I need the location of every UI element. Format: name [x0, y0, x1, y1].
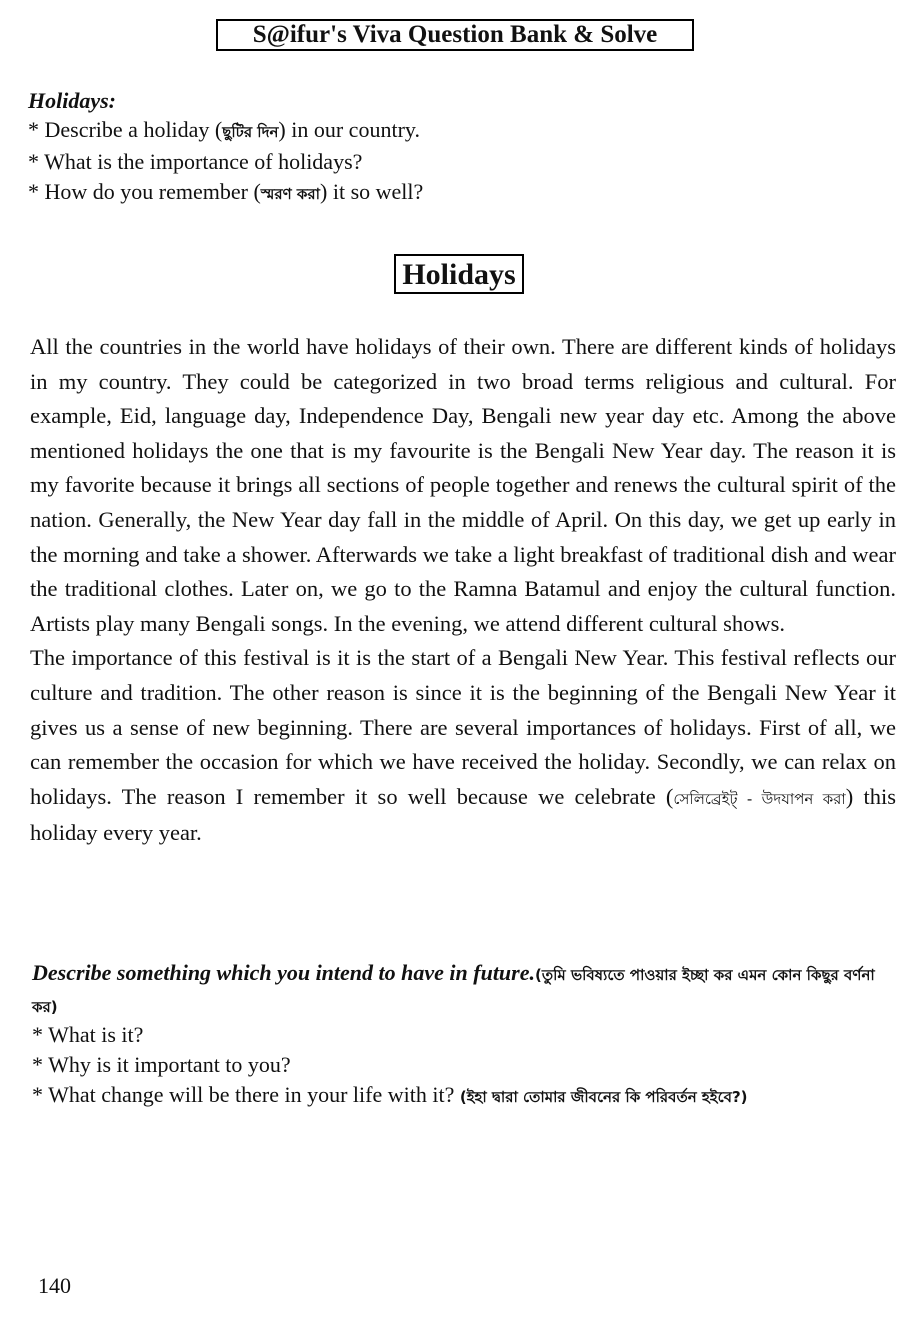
essay-paragraph: All the countries in the world have holidays of their own. There are different kinds of holidays in my country. They could be categorized in two broad terms religious and cultural. For example, Eid, language day, Independence Day, Bengali new year day etc. Among the above mentioned holidays the one that is my favourite is the Bengali New Year day. The reason it is my favorite because it brings all sections of people together and renews the cultural spirit of the nation. Generally, the New Year day fall in the middle of April. On this day, we get up early in the morning and take a shower. Afterwards we take a light breakfast of traditional dish and wear the traditional clothes. Later on, we go to the Ramna Batamul and enjoy the cultural function. Artists play many Bengali songs. In the evening, we attend different cultural shows. [30, 334, 896, 636]
question-item: * What is it? [32, 1022, 144, 1047]
essay-body [30, 330, 896, 851]
question-item: * How do you remember (স্মরণ করা) it so well? [28, 179, 424, 204]
page-number: 140 [38, 1273, 71, 1298]
question-item: * What is the importance of holidays? [28, 149, 363, 174]
section-heading-future: Describe something which you intend to have in future. [32, 960, 535, 985]
essay-title: Holidays [394, 254, 524, 294]
question-list-future [32, 1020, 748, 1112]
question-item: * What change will be there in your life with it? (ইহা দ্বারা তোমার জীবনের কি পরিবর্তন হইবে?) [32, 1082, 748, 1107]
bangla-gloss: সেলিব্রেইট্‌ - উদযাপন করা [673, 789, 846, 808]
bangla-gloss: (ইহা দ্বারা তোমার জীবনের কি পরিবর্তন হইবে?) [459, 1088, 748, 1106]
bangla-gloss: (তুমি ভবিষ্যতে পাওয়ার ইচ্ছা কর এমন কোন কিছুর বর্ণনা কর) [32, 966, 875, 1016]
bangla-gloss: স্মরণ করা [260, 185, 321, 203]
bangla-gloss: ছুটির দিন [222, 123, 279, 141]
section-future-intent [32, 958, 898, 1022]
question-item: * Describe a holiday (ছুটির দিন) in our country. [28, 117, 420, 142]
essay-paragraph: The importance of this festival is it is the start of a Bengali New Year. This festival reflects our culture and tradition. The other reason is since it is the beginning of the Bengali New Year it gives us a sense of new beginning. There are several importances of holidays. First of all, we can remember the occasion for which we have received the holiday. Secondly, we can relax on holidays. The reason I remember it so well because we celebrate (সেলিব্রেইট্‌ - উদযাপন করা) this holiday every year. [30, 645, 896, 846]
header-title: S@ifur's Viva Question Bank & Solve [216, 19, 694, 51]
question-item: * Why is it important to you? [32, 1052, 291, 1077]
question-list-holidays [28, 115, 423, 209]
section-heading-holidays: Holidays: [28, 88, 116, 113]
